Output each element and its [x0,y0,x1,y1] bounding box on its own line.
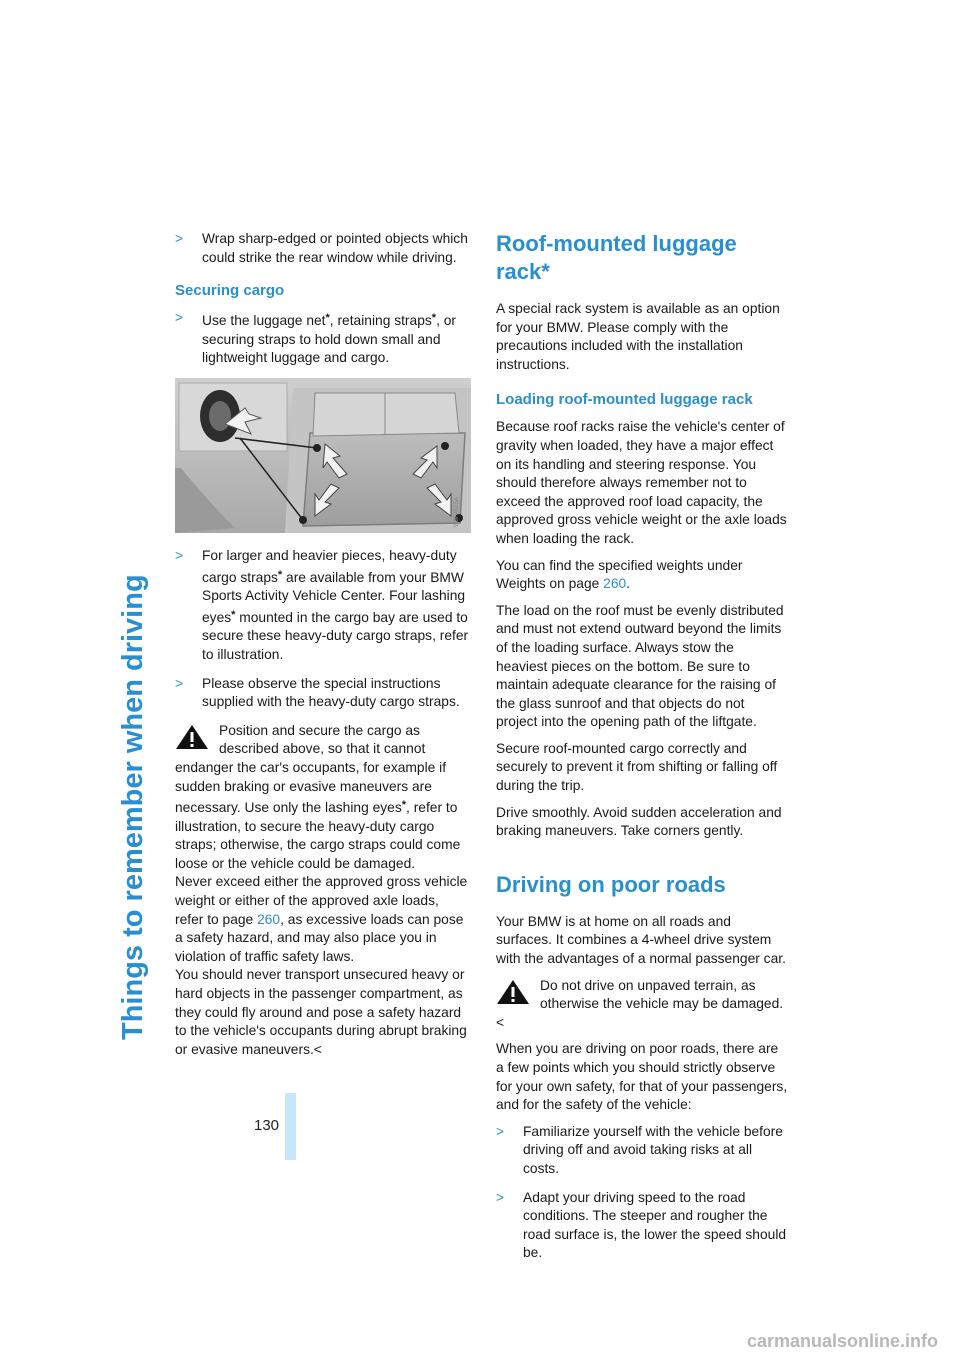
page-number: 130 [254,1117,280,1134]
list-item: > Wrap sharp-edged or pointed objects which could strike the rear window while driving. [175,231,468,265]
section-heading-poor-roads: Driving on poor roads [496,871,726,897]
list-item: > Familiarize yourself with the vehicle before driving off and avoid taking risks at all costs. [496,1123,783,1176]
footer-watermark: carmanualsonline.info [746,1331,938,1351]
section-heading-securing-cargo: Securing cargo [175,282,285,300]
side-title [108,220,154,1040]
warning-block: Do not drive on unpaved terrain, as otherwise the vehicle may be damaged.< [496,977,784,1030]
warning-triangle-icon [496,979,530,1005]
option-star: * [231,608,236,621]
list-item: > Use the luggage net*, retaining straps*, or securing straps to hold down small and lightweight luggage and cargo. [175,310,456,366]
bullet-marker: > [175,547,184,563]
bullet-marker: > [175,310,184,326]
page-tab-bar [285,1093,296,1160]
list-item: > For larger and heavier pieces, heavy-duty cargo straps* are available from your BMW Sports Activity Vehicle Center. Four lashing eyes* mounted in the cargo bay are used to secure these heavy-duty cargo straps, refer to illustration. [175,547,469,662]
bullet-marker: > [175,231,184,246]
section-heading-roof-rack: Roof-mounted luggage rack* [496,231,737,284]
list-item: > Please observe the special instructions supplied with the heavy-duty cargo straps. [175,675,460,710]
image-code: W9F4525A [454,496,461,527]
side-title-text: Things to remember when driving [117,574,149,1040]
page-link-260[interactable]: 260 [603,576,627,592]
bullet-marker: > [175,675,184,691]
option-star: * [325,312,330,325]
bullet-marker: > [496,1123,505,1139]
option-star: * [401,799,407,812]
warning-triangle-icon [175,724,209,750]
cargo-bay-illustration [175,378,471,533]
list-item: > Adapt your driving speed to the road conditions. The steeper and rougher the road surface is, the lower the speed should be. [496,1189,787,1261]
bullet-marker: > [496,1189,505,1205]
option-star: * [277,568,283,581]
left-column [175,230,471,1059]
option-star: * [431,312,437,325]
warning-block: Position and secure the cargo as described above, so that it cannot endanger the car's occupants, for example if sudden braking or evasive maneuvers are necessary. Use only the lashing eyes*, refer to illustration, to secure the heavy-duty cargo straps; otherwise, the cargo straps could come loose or the vehicle could be damaged. Never exceed either the approved gross vehicle weight or either of the approved axle loads, refer to page 260, as excessive loads can pose a safety hazard, and may also place you in violation of traffic safety laws. You should never transport unsecured heavy or hard objects in the passenger compartment, as they could fly around and pose a safety hazard to the vehicle's occupants during abrupt braking or evasive maneuvers.< [175,722,468,1057]
page-link-260[interactable]: 260 [257,911,281,927]
right-column: Roof-mounted luggage rack* A special rack system is available as an option for your BMW. Please comply with the precautions included with the installation instructions. Loading roof-mounted luggage rack Because roof racks raise the vehicle's center of gravity when loaded, they have a major effect on its handling and steering response. You should therefore always remember not to exceed the approved roof load capacity, the approved gross vehicle weight or the axle loads when loading the rack. You can find the specified weights under Weights on page 260. The load on the roof must be evenly distributed and must not extend outward beyond the limits of the loading surface. Always stow the heaviest pieces on the bottom. Be sure to maintain adequate clearance for the raising of the glass sunroof and that objects do not project into the opening path of the liftgate. Secure roof-mounted cargo correctly and securely to prevent it from shifting or falling off during the trip. Drive smoothly. Avoid sudden acceleration and braking maneuvers. Take corners gently. Driving on poor roads Your BMW is at home on all roads and surfaces. It combines a 4-wheel drive system with the advantages of a normal passenger car. Do not drive on unpaved terrain, as otherwise the vehicle may be damaged.< When you are driving on poor roads, there are a few points which you should strictly observe for your own safety, for that of your passengers, and for the safety of the vehicle: > Familiarize yourself with the vehicle before driving off and avoid taking risks at all costs. > Adapt your driving speed to the road conditions. The steeper and rougher the road surface is, the lower the speed should be. [496,230,788,1273]
section-heading-loading-rack: Loading roof-mounted luggage rack [496,391,753,409]
